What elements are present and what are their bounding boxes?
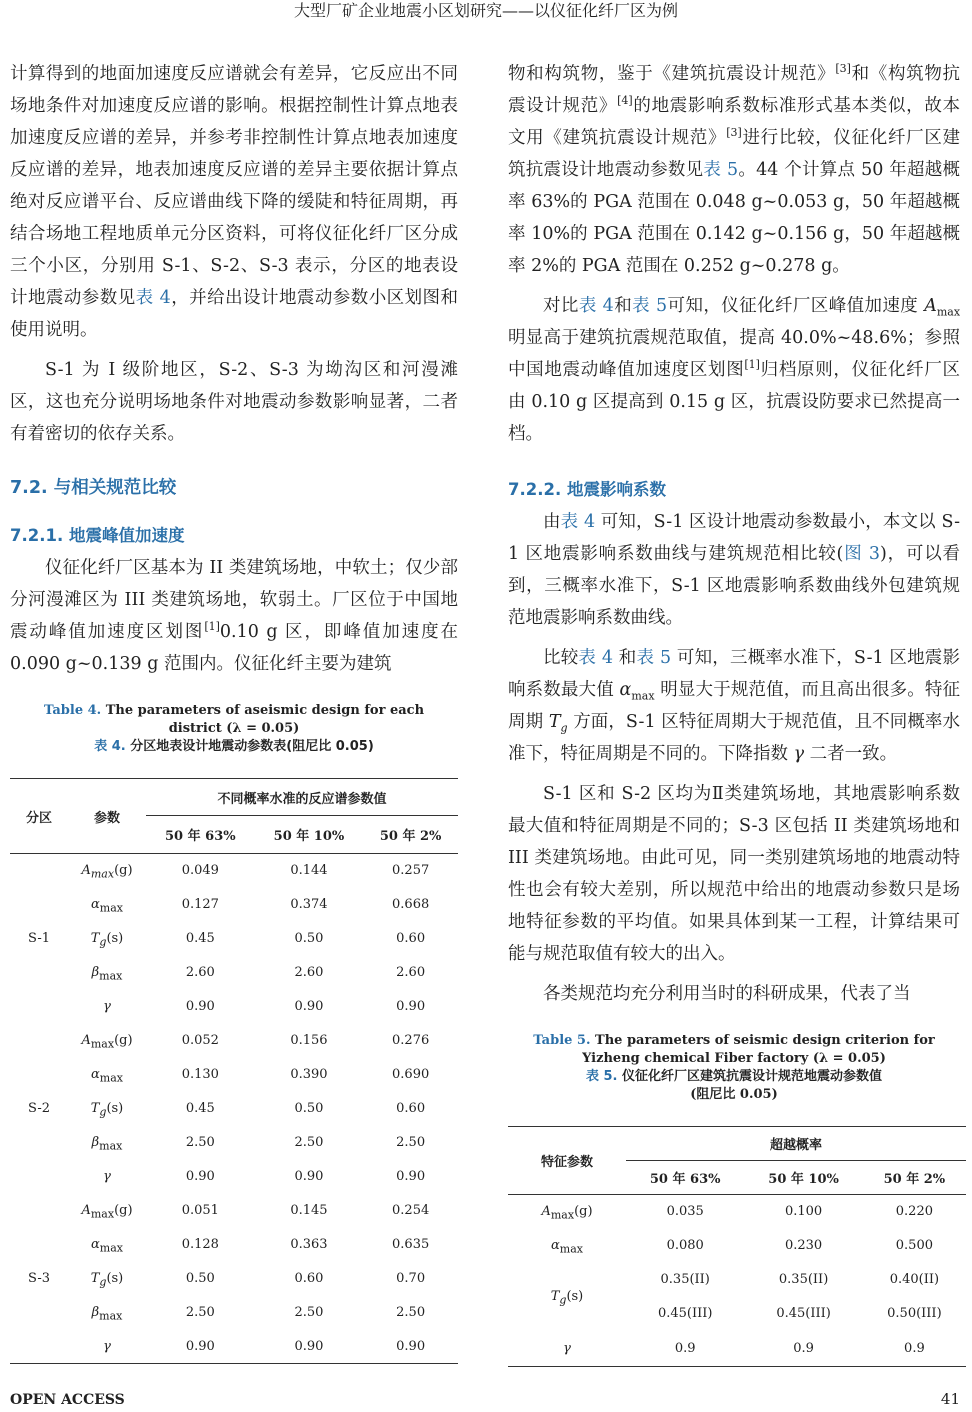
param-cell: $A_{max}(g)$ (81, 1033, 133, 1051)
value-cell: 0.374 (290, 897, 328, 912)
value-cell: 0.156 (290, 1033, 328, 1048)
right-column (508, 58, 960, 1367)
param-cell: $\alpha_{max}$ (91, 1237, 123, 1255)
value-cell: 0.100 (784, 1204, 823, 1220)
citation[interactable]: [3] (726, 126, 742, 140)
value-cell: 0.35(II) (778, 1272, 829, 1287)
table-row (508, 1195, 966, 1229)
data-table (508, 1126, 966, 1367)
value-cell: 0.45 (185, 931, 215, 946)
param-cell: $A_{max}(g)$ (541, 1204, 593, 1222)
value-cell: 0.45 (185, 1101, 215, 1116)
table-row (508, 1263, 966, 1297)
value-cell: 2.50 (185, 1305, 215, 1320)
table-row (508, 1229, 966, 1263)
value-cell: 2.60 (185, 965, 215, 980)
table-row (10, 1194, 458, 1228)
value-cell: 0.90 (294, 999, 324, 1014)
section-heading: 7.2. 与相关规范比较 (10, 478, 177, 498)
column-header: 50 年 2% (883, 1172, 946, 1187)
param-cell: $A_{max}(g)$ (81, 863, 133, 881)
value-cell: 0.9 (793, 1340, 814, 1356)
value-cell: 0.90 (396, 1338, 426, 1354)
value-cell: 0.363 (290, 1237, 328, 1252)
table-ref-link[interactable]: 表 5 (632, 296, 668, 316)
table-row (10, 854, 458, 888)
value-cell: 0.90 (185, 1169, 215, 1184)
value-cell: 0.60 (396, 931, 426, 946)
table-row (10, 1092, 458, 1126)
column-header: 50 年 63% (649, 1172, 721, 1187)
value-cell: 0.690 (392, 1067, 430, 1082)
open-access-label: OPEN ACCESS (10, 1392, 125, 1408)
param-cell: γ (103, 1338, 111, 1354)
value-cell: 0.90 (294, 1338, 324, 1354)
paragraph: 物和构筑物，鉴于《建筑抗震设计规范》[3]和《构筑物抗震设计规范》[4]的地震影响系数标准形式基本类似，故本文用《建筑抗震设计规范》[3]进行比较，仪征化纤厂区建筑抗震设计地震动参数见表 5。44 个计算点 50 年超越概率 63%的 PGA 范围在 0.048 g~0.053 g，50 年超越概率 10%的 PGA 范围在 0.142 g~0.156 g，50 年超越概率 2%的 PGA 范围在 0.252 g~0.278 g。 (508, 62, 961, 276)
param-cell: $\beta_{max}$ (91, 965, 123, 983)
table-row (10, 1160, 458, 1194)
value-cell: 0.276 (392, 1033, 430, 1048)
param-cell: $\alpha_{max}$ (91, 1067, 123, 1085)
value-cell: 0.45(III) (657, 1306, 713, 1321)
value-cell: 0.130 (181, 1067, 219, 1082)
table-row (10, 1296, 458, 1330)
table-row (508, 1331, 966, 1367)
figure-ref-link[interactable]: 图 3 (843, 544, 880, 564)
column-header: 50 年 10% (768, 1172, 839, 1187)
param-cell: $T_g(s)$ (90, 931, 124, 949)
value-cell: 0.60 (294, 1271, 324, 1286)
table-row (10, 1330, 458, 1364)
citation[interactable]: [3] (835, 62, 851, 76)
table-row (10, 990, 458, 1024)
param-cell: $T_g(s)$ (550, 1289, 584, 1307)
table-ref-link[interactable]: 表 5 (703, 160, 739, 180)
paragraph: 计算得到的地面加速度反应谱就会有差异，它反应出不同场地条件对加速度反应谱的影响。根据控制性计算点地表加速度反应谱的差异，并参考非控制性计算点地表加速度反应谱的差异，地表加速度反应谱的差异主要依据计算点绝对反应谱平台、反应谱曲线下降的缓陡和特征周期，再结合场地工程地质单元分区资料，可将仪征化纤厂区分成三个小区，分别用 S-1、S-2、S-3 表示，分区的地表设计地震动参数见表 4，并给出设计地震动参数小区划图和使用说明。 (10, 64, 459, 340)
citation[interactable]: [4] (617, 94, 633, 108)
value-cell: 0.052 (181, 1033, 219, 1048)
table-row (10, 956, 458, 990)
value-cell: 0.035 (666, 1204, 704, 1220)
value-cell: 2.60 (294, 965, 324, 980)
value-cell: 0.127 (181, 897, 219, 912)
district-cell: S-2 (27, 1101, 51, 1116)
column-header: 分区 (10, 779, 68, 854)
value-cell: 0.254 (392, 1203, 430, 1218)
value-cell: 0.35(II) (660, 1272, 710, 1287)
paragraph: 对比表 4和表 5可知，仪征化纤厂区峰值加速度 $A_{max}$ 明显高于建筑抗震规范取值，提高 40.0%~48.6%；参照中国地震动峰值加速度区划图[1]归档原则，仪征化纤厂区由 0.10 g 区提高到 0.15 g 区，抗震设防要求已然提高一档。 (508, 296, 961, 444)
param-cell: $T_g(s)$ (90, 1271, 124, 1289)
value-cell: 0.90 (396, 999, 426, 1014)
value-cell: 2.50 (185, 1135, 215, 1150)
column-header: 50 年 10% (273, 829, 345, 844)
value-cell: 0.90 (294, 1169, 324, 1184)
value-cell: 2.50 (396, 1305, 426, 1320)
district-cell: S-3 (27, 1270, 51, 1286)
district-cell: S-1 (27, 931, 51, 947)
value-cell: 0.70 (396, 1271, 426, 1286)
table-row (10, 1058, 458, 1092)
value-cell: 0.45(III) (776, 1306, 831, 1321)
param-cell: $\beta_{max}$ (91, 1135, 123, 1153)
value-cell: 0.50 (185, 1271, 215, 1286)
value-cell: 0.257 (392, 863, 430, 879)
param-cell: γ (563, 1340, 571, 1356)
column-header: 50 年 2% (379, 829, 442, 844)
value-cell: 0.128 (181, 1237, 219, 1252)
value-cell: 0.50(III) (887, 1306, 942, 1321)
value-cell: 0.080 (666, 1238, 704, 1253)
paragraph: 比较表 4 和表 5 可知，三概率水准下，S-1 区地震影响系数最大值 $\alpha_{max}$ 明显大于规范值，而且高出很多。特征周期 $T_g$ 方面，S-1 区特征周期大于规范值，且不同概率水准下，特征周期是不同的。下降指数 γ 二者一致。 (508, 648, 961, 764)
table-caption: Table 4. The parameters of aseismic design for each district (λ = 0.05) 表 4. 分区地表设计地震动参数表(阻尼比 0.05) (43, 703, 425, 754)
column-group-header: 不同概率水准的反应谱参数值 (146, 779, 458, 816)
subsection-heading: 7.2.1. 地震峰值加速度 (10, 526, 185, 545)
table-ref-link[interactable]: 表 5 (636, 648, 672, 668)
table-row (10, 1126, 458, 1160)
value-cell: 0.144 (290, 863, 328, 879)
value-cell: 0.230 (784, 1238, 823, 1253)
value-cell: 0.049 (181, 863, 219, 879)
param-cell: $\alpha_{max}$ (551, 1238, 583, 1256)
paragraph: S-1 为 I 级阶地区，S-2、S-3 为坳沟区和河漫滩区，这也充分说明场地条件对地震动参数影响显著，二者有着密切的依存关系。 (10, 360, 458, 444)
value-cell: 0.051 (181, 1203, 219, 1218)
column-group-header: 超越概率 (626, 1127, 966, 1161)
paragraph: 仪征化纤厂区基本为 II 类建筑场地，中软土；仅少部分河漫滩区为 III 类建筑场地，软弱土。厂区位于中国地震动峰值加速度区划图[1]0.10 g 区，即峰值加速度在 0.090 g~0.139 g 范围内。仪征化纤主要为建筑 (10, 558, 459, 674)
value-cell: 0.50 (294, 1101, 324, 1116)
value-cell: 0.90 (396, 1169, 426, 1184)
column-header: 50 年 63% (165, 829, 236, 844)
table-row (10, 1262, 458, 1296)
param-cell: $A_{max}(g)$ (81, 1203, 133, 1221)
value-cell: 0.60 (396, 1101, 426, 1116)
value-cell: 2.50 (294, 1305, 324, 1320)
citation[interactable]: [1] (204, 620, 220, 634)
table-ref-link[interactable]: 表 4 (578, 296, 614, 316)
value-cell: 0.220 (895, 1204, 933, 1220)
param-cell: $\alpha_{max}$ (91, 897, 123, 915)
left-column (10, 58, 458, 1364)
table-ref-link[interactable]: 表 4 (560, 512, 596, 532)
value-cell: 0.90 (185, 999, 215, 1014)
table-ref-link[interactable]: 表 4 (578, 648, 614, 668)
running-header: 大型厂矿企业地震小区划研究——以仪征化纤厂区为例 (293, 1, 678, 20)
data-table (10, 778, 458, 1364)
value-cell: 0.390 (290, 1067, 328, 1082)
value-cell: 0.9 (904, 1340, 925, 1356)
paragraph: S-1 区和 S-2 区均为Ⅱ类建筑场地，其地震影响系数最大值和特征周期是不同的；S-3 区包括 II 类建筑场地和 III 类建筑场地。由此可见，同一类别建筑场地的地震动特性也会有较大差别，所以规范中给出的地震动参数只是场地特征参数的平均值。如果具体到某一工程，计算结果可能与规范取值有较大的出入。 (508, 784, 960, 964)
table-row (10, 922, 458, 956)
param-cell: $\beta_{max}$ (91, 1305, 123, 1323)
value-cell: 0.9 (674, 1340, 696, 1356)
page-number: 41 (940, 1390, 960, 1408)
column-header: 参数 (68, 779, 146, 854)
citation[interactable]: [1] (744, 358, 760, 372)
value-cell: 2.60 (396, 965, 426, 980)
value-cell: 0.50 (294, 931, 324, 946)
table-caption: Table 5. The parameters of seismic design criterion for Yizheng chemical Fiber factory (λ = 0.05) 表 5. 仪征化纤厂区建筑抗震设计规范地震动参数值 (阻尼比 0.05) (533, 1033, 935, 1102)
value-cell: 0.145 (290, 1203, 328, 1218)
table-row (10, 1024, 458, 1058)
value-cell: 0.668 (392, 897, 430, 912)
param-cell: γ (103, 1169, 111, 1184)
subsection-heading: 7.2.2. 地震影响系数 (508, 480, 666, 499)
column-header: 特征参数 (508, 1127, 626, 1195)
table-ref-link[interactable]: 表 4 (135, 288, 171, 308)
value-cell: 2.50 (396, 1135, 426, 1150)
value-cell: 0.90 (185, 1338, 215, 1354)
table-row (10, 1228, 458, 1262)
param-cell: γ (103, 999, 111, 1014)
value-cell: 2.50 (294, 1135, 324, 1150)
value-cell: 0.635 (392, 1237, 430, 1252)
paragraph: 各类规范均充分利用当时的科研成果，代表了当 (543, 984, 911, 1004)
param-cell: $T_g(s)$ (90, 1101, 124, 1119)
value-cell: 0.500 (895, 1238, 933, 1253)
paragraph: 由表 4 可知，S-1 区设计地震动参数最小，本文以 S-1 区地震影响系数曲线与建筑规范相比较(图 3)，可以看到，三概率水准下，S-1 区地震影响系数曲线外包建筑规范地震影响系数曲线。 (508, 512, 961, 628)
value-cell: 0.40(II) (889, 1272, 940, 1287)
table-row (10, 888, 458, 922)
